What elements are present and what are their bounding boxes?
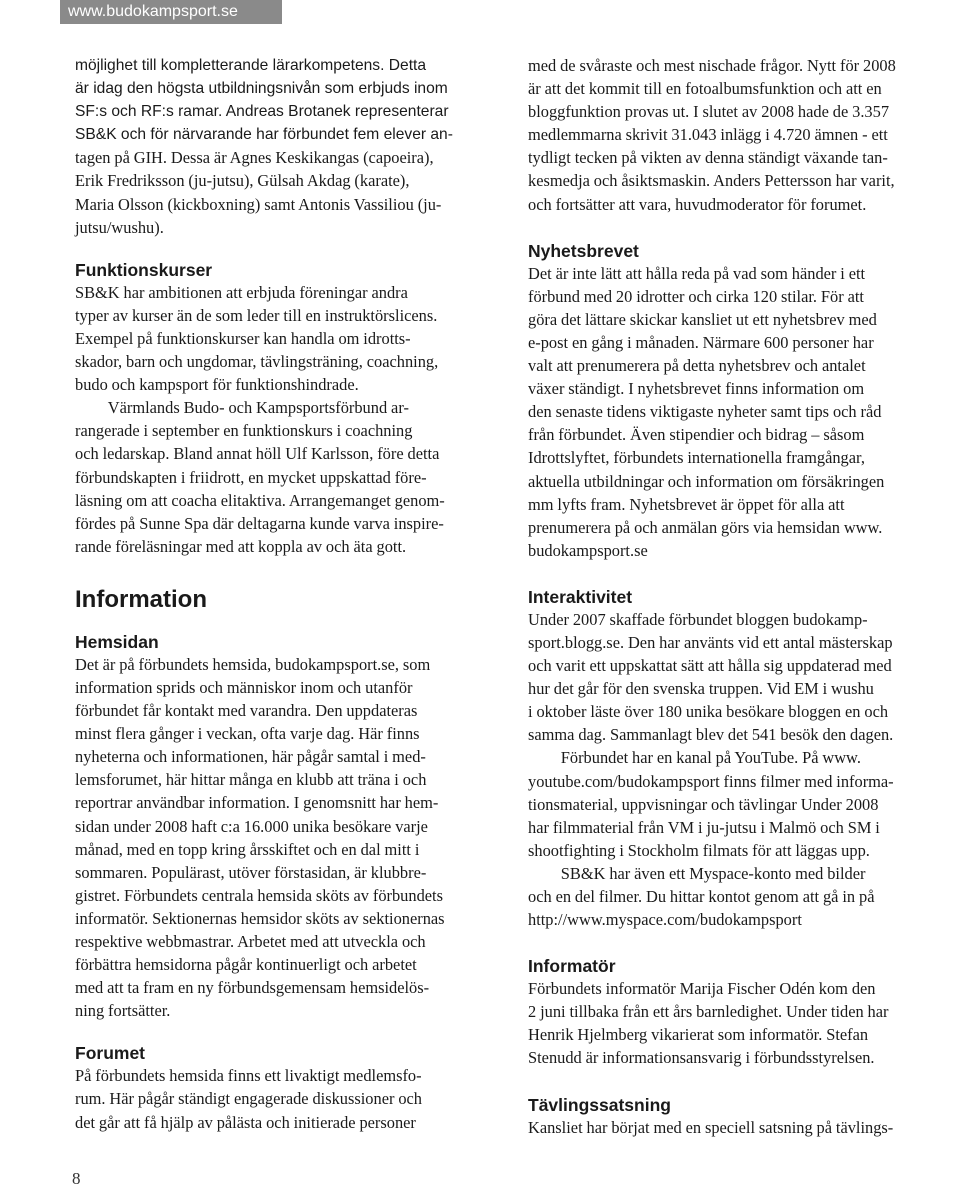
heading-information: Information: [75, 585, 207, 613]
nyhetsbrevet-text: Det är inte lätt att hålla reda på vad som händer i ett förbund med 20 idrotter och cirka 120 stilar. För att göra det lättare skickar kansliet ut ett nyhetsbrev med e-post en gång i månaden. Närmare 600 personer har valt att prenumerera på detta nyhetsbrev och antalet växer ständigt. I nyhetsbrevet finns information om den senaste tidens viktigaste nyheter samt tips och råd från förbundet. Även stipendier och bidrag – såsom Idrottslyftet, förbundets internationella framgångar, aktuella utbildningar och information om försäkringen mm lyfts fram. Nyhetsbrevet är öppet för alla att prenumerera på och anmälan görs via hemsidan www. budokampsport.se: [528, 263, 885, 560]
heading-hemsidan: Hemsidan: [75, 631, 159, 652]
header-bar: [60, 0, 282, 24]
funktionskurser-text: SB&K har ambitionen att erbjuda föreningar andra typer av kurser än de som leder till en instruktörslicens. Exempel på funktionskurser kan handla om idrotts- skador, barn och ungdomar, tävlingsträning, coachning, budo och kampsport för funktionshindrade. Värmlands Budo- och Kampsportsförbund ar- rangerade i september en funktionskurs i coachning och ledarskap. Bland annat höll Ulf Karlsson, före detta förbundskapten i friidrott, en mycket uppskattad före- läsning om att coacha elitaktiva. Arrangemanget genom- fördes på Sunne Spa där deltagarna kunde varva inspire- rande föreläsningar med att koppla av och äta gott.: [75, 282, 445, 556]
intro-paragraph: möjlighet till kompletterande lärarkompetens. Detta är idag den högsta utbildningsnivån som erbjuds inom SF:s och RF:s ramar. Andreas Brotanek representerar SB&K och för närvarande har förbundet fem elever an-: [75, 57, 453, 144]
intro-paragraph-cont: tagen på GIH. Dessa är Agnes Keskikangas (capoeira), Erik Fredriksson (ju-jutsu), Gülsah Akdag (karate), Maria Olsson (kickboxning) samt Antonis Vassiliou (ju- jutsu/wushu).: [75, 148, 442, 237]
heading-nyhetsbrevet: Nyhetsbrevet: [528, 240, 639, 261]
forumet-text-cont: med de svåraste och mest nischade frågor. Nytt för 2008 är att det kommit till en fotoalbumsfunktion och att en bloggfunktion provas ut. I slutet av 2008 hade de 3.357 medlemmarna skrivit 31.043 inlägg i 4.720 ämnen - ett tydligt tecken på vikten av denna ständigt växande tan- kesmedja och åsiktsmaskin. Anders Pettersson har varit, och fortsätter att vara, huvudmoderator för forumet.: [528, 56, 896, 214]
right-column: [528, 54, 960, 1139]
page-number: 8: [72, 1169, 81, 1188]
heading-interaktivitet: Interaktivitet: [528, 586, 633, 607]
heading-forumet: Forumet: [75, 1043, 145, 1064]
heading-informator: Informatör: [528, 956, 616, 977]
heading-tavlingssatsning: Tävlingssatsning: [528, 1094, 671, 1115]
informator-text: Förbundets informatör Marija Fischer Odén kom den 2 juni tillbaka från ett års barnledighet. Under tiden har Henrik Hjelmberg vikarierat som informatör. Stefan Stenudd är informationsansvarig i förbundsstyrelsen.: [528, 979, 889, 1068]
left-column: [75, 54, 497, 1134]
site-url: www.budokampsport.se: [68, 3, 238, 20]
interaktivitet-text: Under 2007 skaffade förbundet bloggen budokamp- sport.blogg.se. Den har använts vid ett antal mästerskap och varit ett uppskattat sätt att hålla sig uppdaterad med hur det går för den svenska truppen. Vid EM i wushu i oktober läste över 180 unika besökare bloggen en och samma dag. Sammanlagt blev det 541 besök den dagen. Förbundet har en kanal på YouTube. På www. youtube.com/budokampsport finns filmer med informa- tionsmaterial, uppvisningar och tävlingar Under 2008 har filmmaterial från VM i ju-jutsu i Malmö och SM i shootfighting i Stockholm filmats för att läggas upp. SB&K har även ett Myspace-konto med bilder och en del filmer. Du hittar kontot genom att gå in på http://www.myspace.com/budokampsport: [528, 609, 894, 930]
tavlingssatsning-text: Kansliet har börjat med en speciell satsning på tävlings-: [528, 1117, 894, 1137]
hemsidan-text: Det är på förbundets hemsida, budokampsport.se, som information sprids och människor inom och utanför förbundet får kontakt med varandra. Den uppdateras minst flera gånger i veckan, ofta varje dag. Här finns nyheterna och informationen, här pågår samtal i med- lemsforumet, här hittar många en klubb att träna i och reportrar användbar information. I genomsnitt har hem- sidan under 2008 haft c:a 16.000 unika besökare varje månad, med en topp kring årsskiftet och en dal mitt i sommaren. Populärast, utöver förstasidan, är klubbre- gistret. Förbundets centrala hemsida sköts av förbundets informatör. Sektionernas hemsidor sköts av sektionernas respektive webbmastrar. Arbetet med att utveckla och förbättra hemsidorna pågår kontinuerligt och arbetet med att ta fram en ny förbundsgemensam hemsidelös- ning fortsätter.: [75, 654, 445, 1021]
heading-funktionskurser: Funktionskurser: [75, 259, 213, 280]
forumet-text: På förbundets hemsida finns ett livaktigt medlemsfo- rum. Här pågår ständigt engagerade diskussioner och det går att få hjälp av pålästa och initierade personer: [75, 1066, 422, 1132]
